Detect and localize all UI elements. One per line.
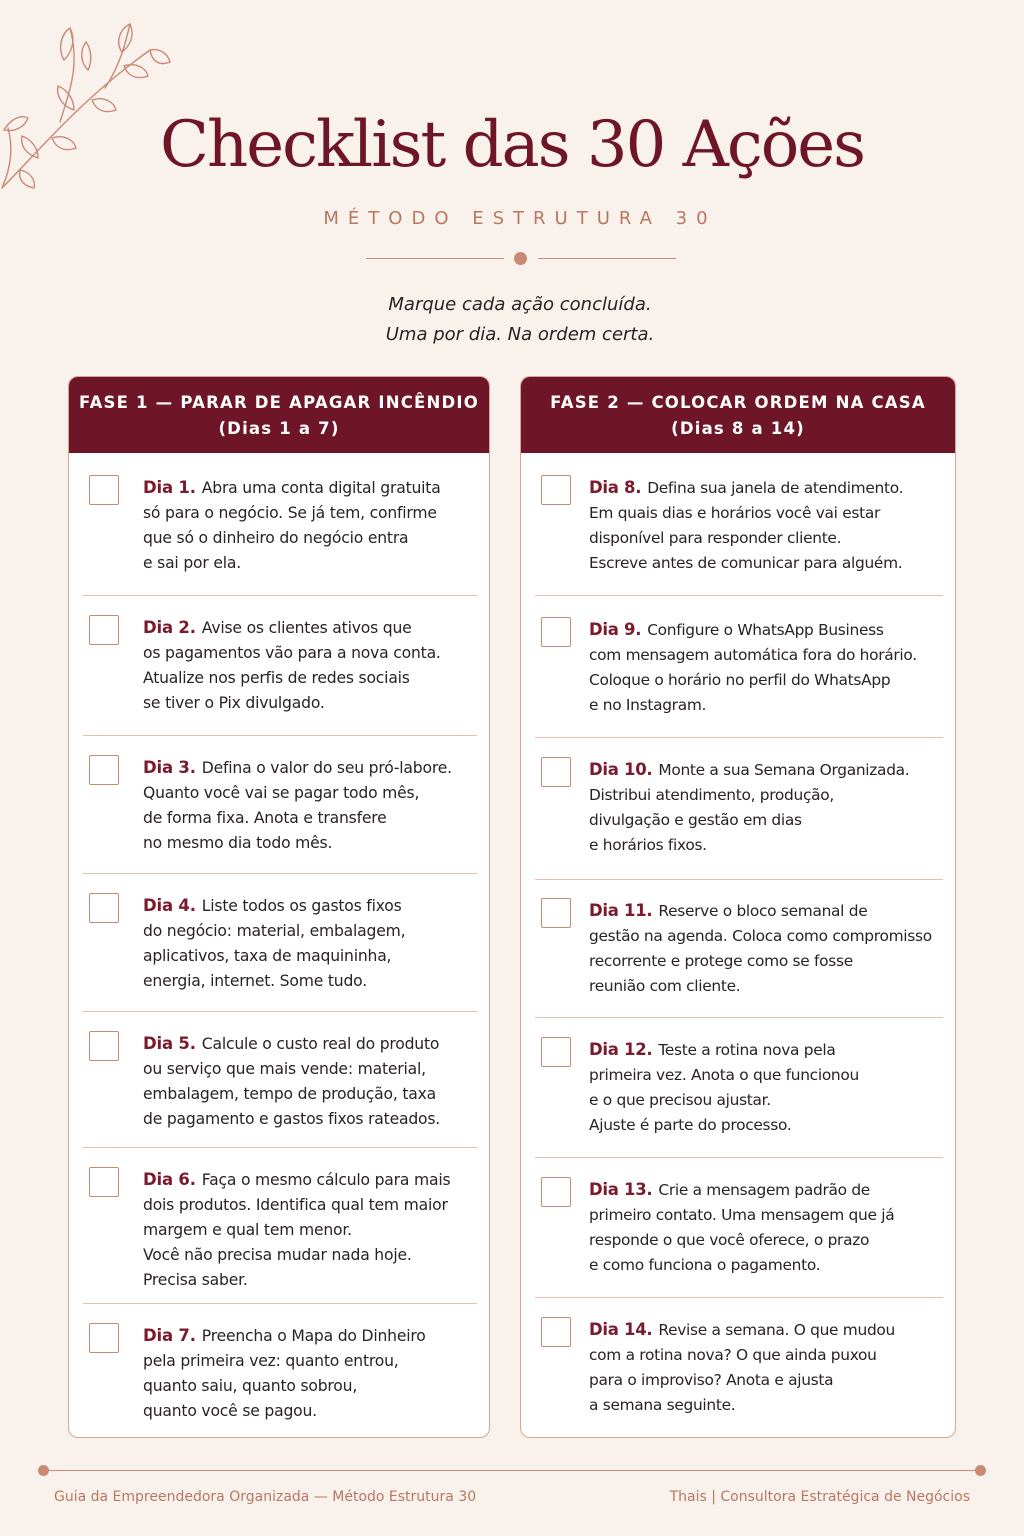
day-label: Dia 10. [589,760,653,779]
checkbox-icon[interactable] [541,1317,571,1347]
item-text [589,617,941,718]
footer-line [44,1470,980,1471]
day-label: Dia 6. [143,1170,196,1189]
separator [535,879,943,880]
item-description: Preencha o Mapa do Dinheiro pela primeira vez: quanto entrou, quanto saiu, quanto sobrou, quanto você se pagou. [143,1327,426,1420]
checkbox-icon[interactable] [89,1167,119,1197]
item-text [589,1177,941,1278]
item-description: Liste todos os gastos fixos do negócio: material, embalagem, aplicativos, taxa de maquininha, energia, internet. Some tudo. [143,897,406,990]
checkbox-icon[interactable] [89,475,119,505]
item-description: Revise a semana. O que mudou com a rotina nova? O que ainda puxou para o improviso? Anota e ajusta a semana seguinte. [589,1321,895,1414]
item-description: Reserve o bloco semanal de gestão na agenda. Coloca como compromisso recorrente e protege como se fosse reunião com cliente. [589,902,932,995]
item-description: Abra uma conta digital gratuita só para o negócio. Se já tem, confirme que só o dinheiro do negócio entra e sai por ela. [143,479,441,572]
item-text [589,475,941,576]
checkbox-icon[interactable] [89,755,119,785]
phase-2-title: FASE 2 — COLOCAR ORDEM NA CASA [550,393,926,412]
day-label: Dia 14. [589,1320,653,1339]
footer-dot-left [38,1465,49,1476]
item-text [143,1167,475,1293]
phase-2-header [521,377,955,453]
day-label: Dia 4. [143,896,196,915]
footer-dot-right [975,1465,986,1476]
checkbox-icon[interactable] [541,757,571,787]
item-description: Avise os clientes ativos que os pagamentos vão para a nova conta. Atualize nos perfis de redes sociais se tiver o Pix divulgado. [143,619,441,712]
item-text [589,898,941,999]
separator [83,735,477,736]
divider-line-left [366,258,504,259]
separator [535,1157,943,1158]
item-description: Configure o WhatsApp Business com mensagem automática fora do horário. Coloque o horário no perfil do WhatsApp e no Instagram. [589,621,917,714]
phase-2-card [520,376,956,1438]
page-subtitle: MÉTODO ESTRUTURA 30 [323,208,717,229]
item-text [143,1031,475,1132]
phase-1-range: (Dias 1 a 7) [218,419,340,438]
divider-dot [514,252,527,265]
item-text [143,615,475,716]
item-description: Defina sua janela de atendimento. Em quais dias e horários você vai estar disponível para responder cliente. Escreve antes de comunicar para alguém. [589,479,904,572]
day-label: Dia 8. [589,478,642,497]
item-text [143,475,475,576]
checkbox-icon[interactable] [541,898,571,928]
checkbox-icon[interactable] [541,1177,571,1207]
item-description: Faça o mesmo cálculo para mais dois produtos. Identifica qual tem maior margem e qual tem menor. Você não precisa mudar nada hoje. Precisa saber. [143,1171,451,1289]
day-label: Dia 13. [589,1180,653,1199]
checkbox-icon[interactable] [541,617,571,647]
page-title: Checklist das 30 Ações [160,108,864,182]
day-label: Dia 3. [143,758,196,777]
phase-1-card [68,376,490,1438]
footer-guide-title: Guia da Empreendedora Organizada — Método Estrutura 30 [54,1489,477,1505]
checkbox-icon[interactable] [89,615,119,645]
separator [535,1297,943,1298]
day-label: Dia 9. [589,620,642,639]
footer-author: Thais | Consultora Estratégica de Negócios [669,1489,970,1505]
day-label: Dia 5. [143,1034,196,1053]
ornament-divider [366,252,676,266]
separator [83,1303,477,1304]
item-description: Teste a rotina nova pela primeira vez. Anota o que funcionou e o que precisou ajustar. Ajuste é parte do processo. [589,1041,859,1134]
separator [535,737,943,738]
phase-2-range: (Dias 8 a 14) [671,419,805,438]
day-label: Dia 1. [143,478,196,497]
intro-text: Marque cada ação concluída. Uma por dia. Na ordem certa. [385,294,655,345]
checkbox-icon[interactable] [89,893,119,923]
item-text [143,893,475,994]
separator [535,1017,943,1018]
separator [83,873,477,874]
divider-line-right [538,258,676,259]
item-description: Monte a sua Semana Organizada. Distribui atendimento, produção, divulgação e gestão em dias e horários fixos. [589,761,910,854]
separator [535,595,943,596]
checkbox-icon[interactable] [541,475,571,505]
phase-1-title: FASE 1 — PARAR DE APAGAR INCÊNDIO [79,393,479,412]
day-label: Dia 12. [589,1040,653,1059]
item-text [143,1323,475,1424]
item-description: Calcule o custo real do produto ou serviço que mais vende: material, embalagem, tempo de produção, taxa de pagamento e gastos fixos rateados. [143,1035,441,1128]
separator [83,1147,477,1148]
checkbox-icon[interactable] [541,1037,571,1067]
item-text [589,757,941,858]
item-description: Defina o valor do seu pró-labore. Quanto você vai se pagar todo mês, de forma fixa. Anota e transfere no mesmo dia todo mês. [143,759,452,852]
day-label: Dia 11. [589,901,653,920]
item-text [589,1037,941,1138]
day-label: Dia 2. [143,618,196,637]
item-text [143,755,475,856]
item-description: Crie a mensagem padrão de primeiro contato. Uma mensagem que já responde o que você oferece, o prazo e como funciona o pagamento. [589,1181,895,1274]
separator [83,1011,477,1012]
separator [83,595,477,596]
item-text [589,1317,941,1418]
day-label: Dia 7. [143,1326,196,1345]
checkbox-icon[interactable] [89,1323,119,1353]
checkbox-icon[interactable] [89,1031,119,1061]
phase-1-header [69,377,489,453]
